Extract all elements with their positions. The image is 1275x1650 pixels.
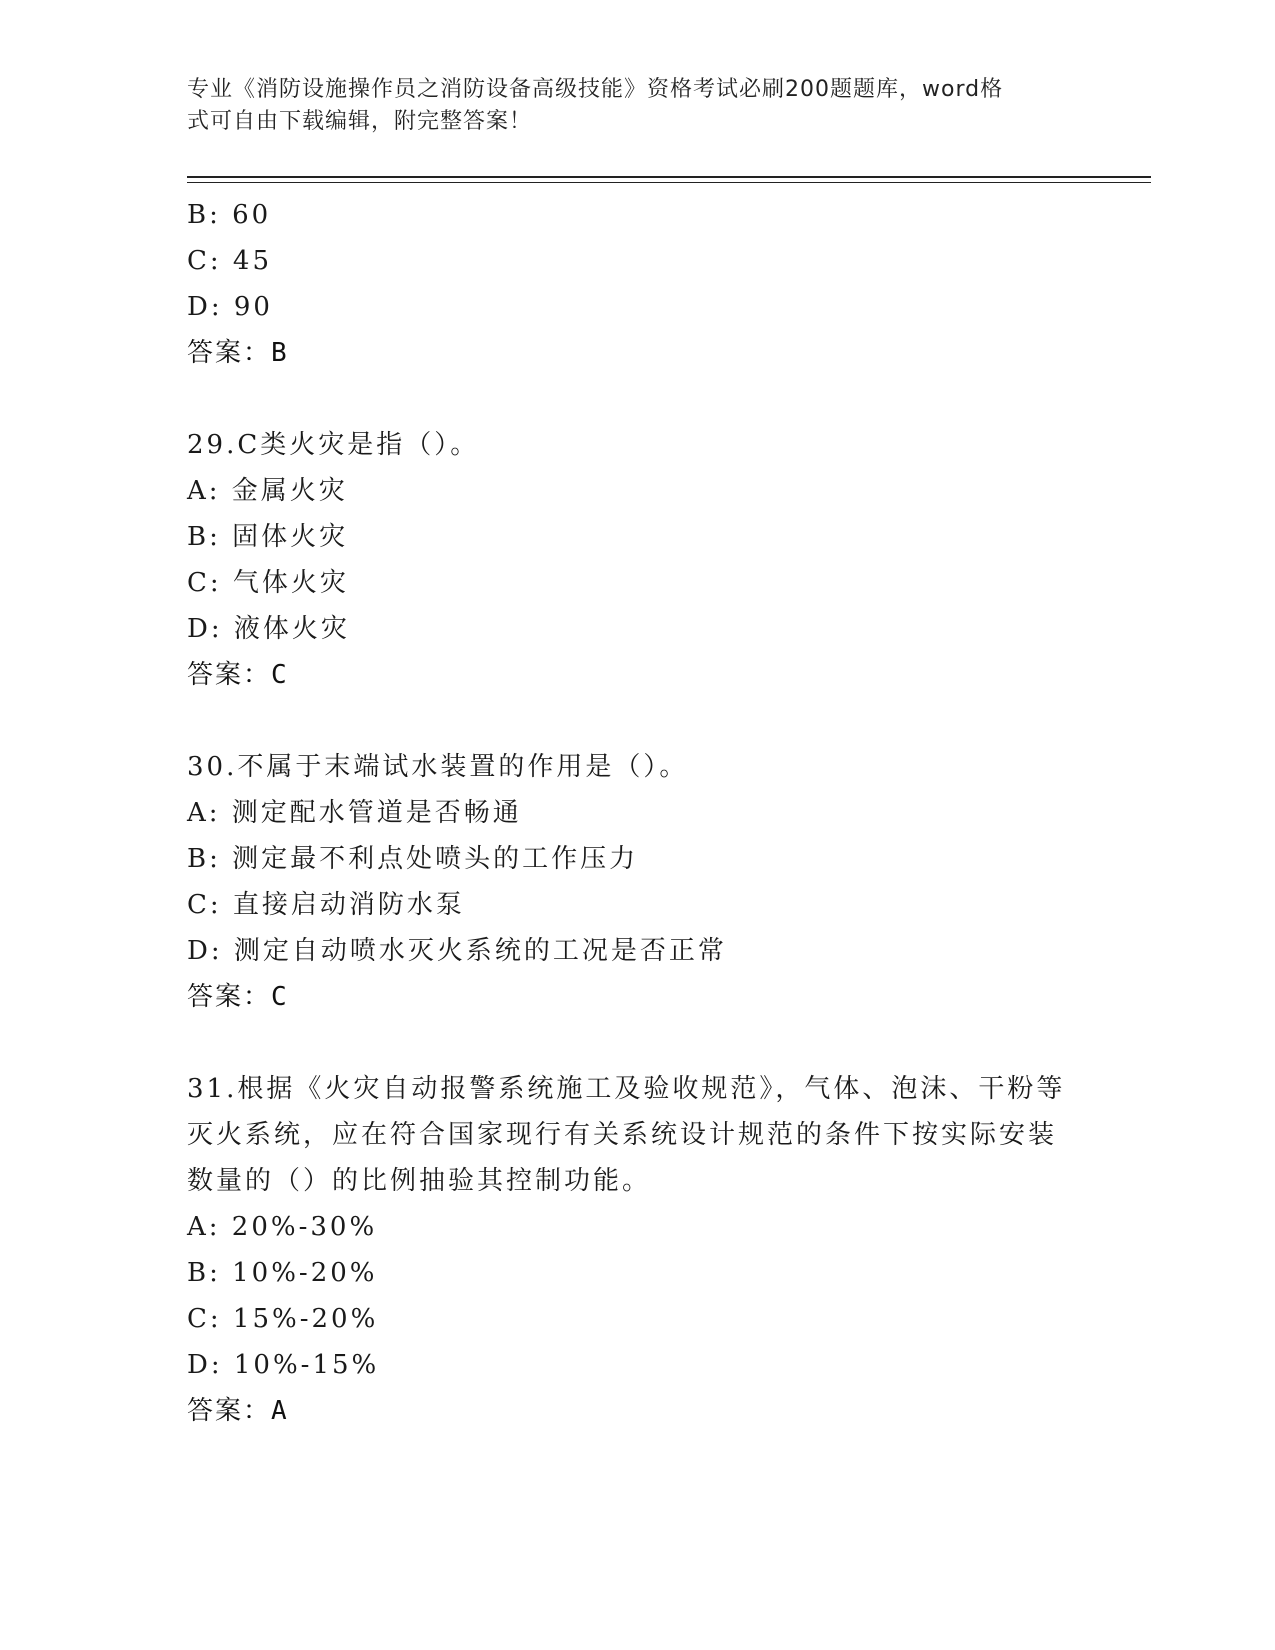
answer-value: A [271,1396,289,1426]
option-b: B: 60 [187,200,272,230]
answer-line [187,330,1087,376]
option-b: B: 10%-20% [187,1258,378,1288]
question-stem-line-2: 灭火系统，应在符合国家现行有关系统设计规范的条件下按实际安装 [187,1120,1058,1150]
question-stem: 30.不属于末端试水装置的作用是（）。 [187,752,689,782]
option-c: C: 45 [187,246,273,276]
option-a: A: 20%-30% [187,1212,378,1242]
question-31 [187,1066,1087,1434]
answer-label: 答案： [187,982,272,1012]
answer-value: C [271,982,289,1012]
question-30 [187,744,1087,1020]
answer-label: 答案： [187,338,272,368]
header-rule-thick [187,176,1151,178]
option-c: C: 直接启动消防水泵 [187,890,465,920]
answer-label: 答案： [187,1396,272,1426]
option-d: D: 液体火灾 [187,614,350,644]
question-stem-line-1: 31.根据《火灾自动报警系统施工及验收规范》，气体、泡沫、干粉等 [187,1074,1066,1104]
answer-line [187,1388,1087,1434]
question-carryover [187,192,1087,376]
page-header [187,74,1067,138]
spacer [187,1020,1087,1066]
answer-value: C [271,660,289,690]
option-a: A: 测定配水管道是否畅通 [187,798,522,828]
question-stem-line-3: 数量的（）的比例抽验其控制功能。 [187,1166,652,1196]
option-b: B: 测定最不利点处喷头的工作压力 [187,844,639,874]
question-stem: 29.C类火灾是指（）。 [187,430,480,460]
answer-label: 答案： [187,660,272,690]
option-c: C: 气体火灾 [187,568,349,598]
header-rule-thin [187,182,1151,183]
option-c: C: 15%-20% [187,1304,379,1334]
option-d: D: 10%-15% [187,1350,380,1380]
option-b: B: 固体火灾 [187,522,349,552]
option-d: D: 测定自动喷水灭火系统的工况是否正常 [187,936,727,966]
answer-line [187,974,1087,1020]
answer-line [187,652,1087,698]
header-line-2: 式可自由下载编辑，附完整答案！ [187,109,533,134]
question-list [187,192,1087,1434]
answer-value: B [271,338,289,368]
question-29 [187,422,1087,698]
header-line-1: 专业《消防设施操作员之消防设备高级技能》资格考试必刷200题题库，word格 [187,77,1004,102]
spacer [187,698,1087,744]
option-d: D: 90 [187,292,273,322]
option-a: A: 金属火灾 [187,476,348,506]
spacer [187,376,1087,422]
